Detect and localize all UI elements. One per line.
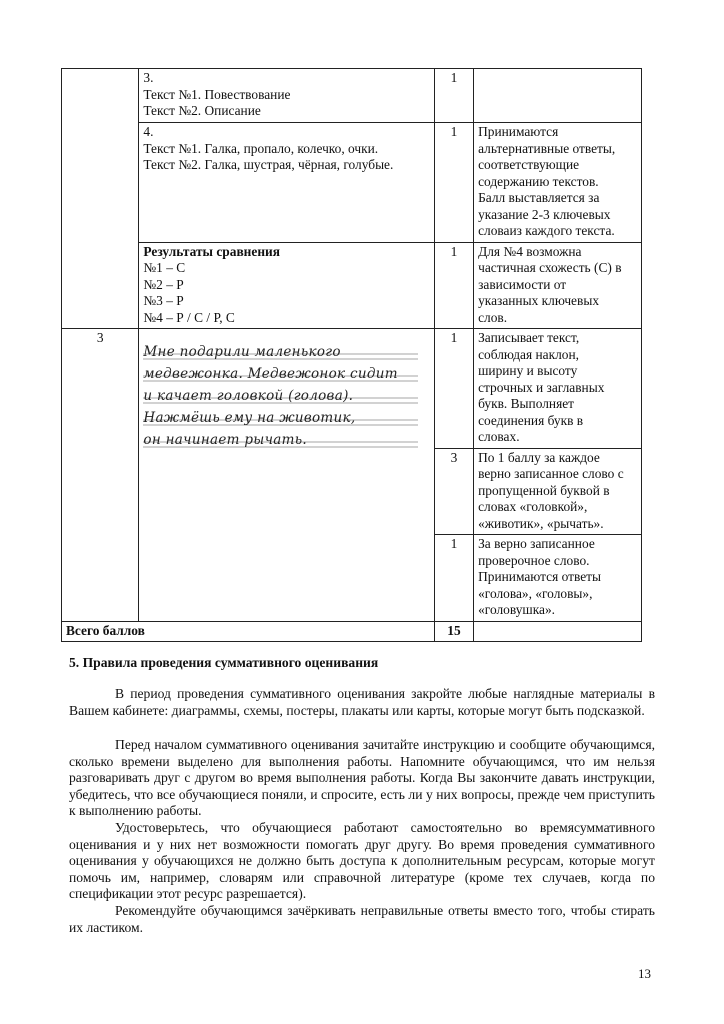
task-number-cell (62, 69, 139, 329)
note-line: альтернативные ответы, (478, 140, 616, 156)
score-cell: 1 (434, 123, 473, 243)
handwriting-line: Нажмёшь ему на животик, (143, 410, 356, 426)
note-line: По 1 баллу за каждое (478, 449, 600, 465)
results-title: Результаты сравнения (143, 243, 281, 259)
paragraph: В период проведения суммативного оценивания закройте любые наглядные материалы в Вашем кабинете: диаграммы, схемы, постеры, плакаты или карты, которые могут быть подсказкой. (69, 686, 655, 718)
note-line: частичная схожесть (С) в (478, 260, 622, 275)
note-line: букв. Выполняет (478, 396, 575, 411)
note-line: содержанию текстов. (478, 173, 599, 189)
paragraph: Рекомендуйте обучающимся зачёркивать неправильные ответы вместо того, чтобы стирать их ластиком. (69, 903, 655, 935)
results-cell (139, 242, 435, 329)
handwriting-line: он начинает рычать. (143, 432, 307, 448)
note-line: соответствующие (478, 157, 580, 172)
answer-line: 4. (143, 124, 154, 139)
paragraph: Перед началом суммативного оценивания зачитайте инструкцию и сообщите обучающимся, сколько времени выделено для выполнения работы. Напомните обучающимся, что им нельзя разговаривать друг с другом во время выполнения работы. Когда Вы закончите давать инструкции, убедитесь, что все обучающиеся поняли, и спросите, есть ли у них вопросы, прежде чем приступить к выполнению работы. (69, 737, 655, 819)
paragraph: Удостоверьтесь, что обучающиеся работают самостоятельно во времясуммативного оценивания и у них нет возможности помогать друг другу. Во время проведения суммативного оценивания у обучающихся не должно быть доступа к дополнительным ресурсам, которые могут помочь им, например, словарям или справочной литературе (кроме тех случаев, когда по спецификации этот ресурс разрешается). (69, 820, 655, 902)
score-cell: 1 (434, 329, 473, 449)
handwriting-line: Мне подарили маленького (143, 344, 341, 360)
results-line: №4 – Р / С / Р, С (143, 309, 235, 325)
note-line: слов. (478, 309, 508, 325)
table-row (62, 329, 642, 449)
note-line: верно записанное слово с (478, 466, 624, 481)
task-number-cell: 3 (62, 329, 139, 622)
answer-line: Текст №2. Галка, шустрая, чёрная, голубые. (143, 157, 394, 172)
total-value: 15 (434, 621, 473, 642)
score-cell: 1 (434, 535, 473, 622)
note-line: Принимаются (478, 124, 559, 139)
handwriting-line: медвежонка. Медвежонок сидит (143, 366, 398, 382)
note-line: «головушка». (478, 602, 556, 617)
answer-line: 3. (143, 70, 154, 85)
note-line: строчных и заглавных (478, 379, 605, 395)
answer-line: Текст №1. Галка, пропало, колечко, очки. (143, 140, 379, 156)
handwriting-sample (143, 342, 421, 462)
note-line: «животик», «рычать». (478, 515, 604, 531)
note-line: Записывает текст, (478, 330, 580, 345)
note-line: Балл выставляется за (478, 190, 600, 205)
score-cell: 1 (434, 242, 473, 329)
note-line: словах. (478, 429, 520, 444)
note-line: проверочное слово. (478, 552, 590, 568)
handwriting-line: и качает головкой (голова). (143, 388, 354, 404)
answer-line: Текст №2. Описание (143, 103, 261, 118)
results-line: №2 – Р (143, 276, 184, 292)
table-row (62, 123, 642, 243)
note-line: соблюдая наклон, (478, 346, 579, 362)
note-cell (474, 535, 642, 622)
table-row (62, 621, 642, 642)
note-line: указанных ключевых (478, 293, 600, 308)
score-cell: 3 (434, 448, 473, 535)
note-cell (474, 329, 642, 449)
answer-line: Текст №1. Повествование (143, 86, 291, 102)
answer-cell (139, 69, 435, 123)
note-line: пропущенной буквой в (478, 482, 610, 498)
note-line: «голова», «головы», (478, 585, 593, 601)
note-cell (474, 621, 642, 642)
results-line: №3 – Р (143, 293, 184, 308)
grading-table (61, 68, 642, 642)
total-label: Всего баллов (62, 621, 435, 642)
results-line: №1 – С (143, 260, 186, 275)
note-line: Принимаются ответы (478, 569, 601, 584)
note-line: ширину и высоту (478, 363, 578, 378)
note-cell (474, 123, 642, 243)
score-cell: 1 (434, 69, 473, 123)
note-line: словаиз каждого текста. (478, 223, 615, 238)
table-row (62, 69, 642, 123)
section-title: 5. Правила проведения суммативного оценивания (69, 655, 379, 670)
note-cell (474, 448, 642, 535)
note-line: указание 2-3 ключевых (478, 206, 611, 222)
note-line: зависимости от (478, 276, 567, 292)
note-cell (474, 242, 642, 329)
answer-cell (139, 123, 435, 243)
page-number: 13 (638, 966, 651, 981)
note-line: Для №4 возможна (478, 243, 582, 259)
table-row (62, 242, 642, 329)
note-line: За верно записанное (478, 536, 595, 551)
note-line: словах «головкой», (478, 499, 588, 514)
note-cell (474, 69, 642, 123)
handwriting-cell (139, 329, 435, 622)
note-line: соединения букв в (478, 412, 584, 428)
